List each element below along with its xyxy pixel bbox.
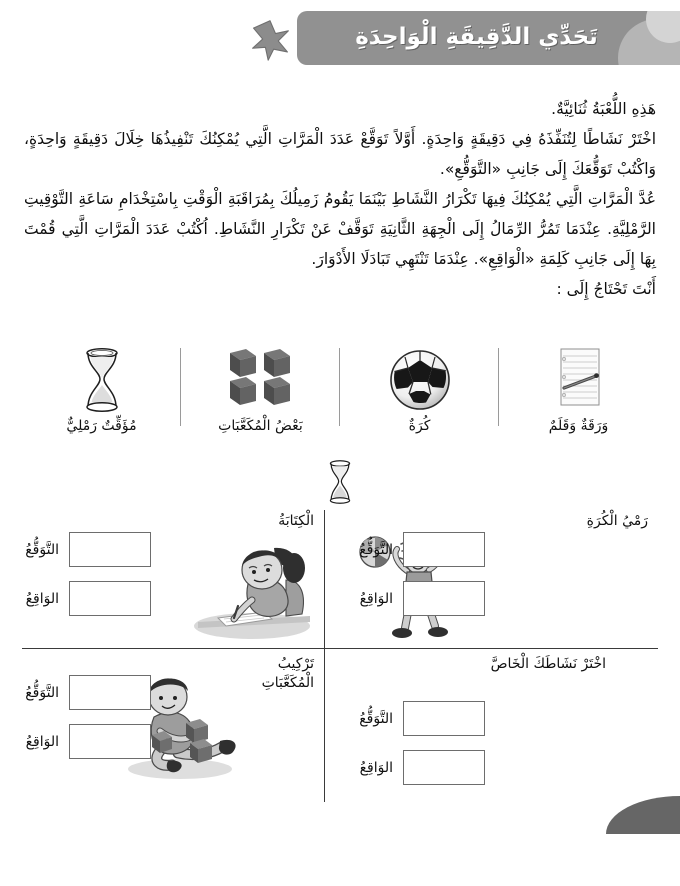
materials-row <box>22 344 658 449</box>
activity-grid <box>22 506 658 802</box>
activity-title: رَمْيُ الْكُرَةِ <box>586 513 648 529</box>
girl-writing-illustration <box>198 522 318 648</box>
activity-title: اخْتَرْ نَشَاطَكَ الْخَاصَّ <box>490 656 606 672</box>
material-item-ball <box>340 344 499 449</box>
actual-label: الوَاقِعُ <box>359 759 393 776</box>
activity-cell-own-activity <box>325 649 658 791</box>
instruction-line-4: أَنْتَ تَحْتَاجُ إِلَى : <box>556 280 656 298</box>
activity-fields <box>339 701 485 785</box>
instruction-line-2: اخْتَرْ نَشَاطًا لِتُنَفِّذَهُ فِي دَقِيقَةٍ وَاحِدَةٍ. أَوَّلاً تَوَقَّعْ عَدَدَ الْمَرَّاتِ الَّتِي يُمْكِنُكَ تَنْفِيذُهَا خِلَالَ دَقِيقَةٍ وَاحِدَةٍ، وَاكْتُبْ تَوَقُّعَكَ إِلَى جَانِبِ «التَّوَقُّعِ». <box>24 130 656 178</box>
actual-label: الوَاقِعُ <box>25 590 59 607</box>
activity-cell-writing <box>0 506 324 648</box>
field-row-prediction <box>5 532 151 567</box>
actual-input[interactable] <box>69 581 151 616</box>
page-title-banner <box>297 11 680 65</box>
actual-input[interactable] <box>403 581 485 616</box>
prediction-input[interactable] <box>403 701 485 736</box>
prediction-label: التَّوَقُّعُ <box>359 541 393 558</box>
field-row-prediction <box>339 701 485 736</box>
activity-title: تَرْكِيبُ الْمُكَعَّبَاتِ <box>261 656 314 691</box>
field-row-prediction <box>339 532 485 567</box>
field-row-actual <box>339 750 485 785</box>
material-item-cubes <box>181 344 340 449</box>
material-label: كُرَةٌ <box>408 418 431 434</box>
actual-input[interactable] <box>403 750 485 785</box>
instruction-line-3: عُدَّ الْمَرَّاتِ الَّتِي يُمْكِنُكَ فِيهَا تَكْرَارُ النَّشَاطِ بَيْنَمَا يَقُومُ زَمِيلُكَ بِمُرَاقَبَةِ الْوَقْتِ بِاسْتِخْدَامِ سَاعَةِ التَّوْقِيتِ الرَّمْلِيَّةِ. عِنْدَمَا تَمُرُّ الرِّمَالُ إِلَى الْجِهَةِ الثَّانِيَةِ تَوَقَّفْ عَنْ تَكْرَارِ النَّشَاطِ. اُكْتُبْ عَدَدَ الْمَرَّاتِ الَّتِي قُمْتَ بِهَا إِلَى جَانِبِ كَلِمَةِ «الْوَاقِعِ». عِنْدَمَا تَنْتَهِي تَبَادَلَا الأَدْوَارَ. <box>24 190 656 268</box>
actual-input[interactable] <box>69 724 151 759</box>
hourglass-icon <box>78 344 126 416</box>
star-icon <box>248 18 292 62</box>
grid-center-hourglass-icon <box>0 458 680 506</box>
field-row-prediction <box>5 675 151 710</box>
material-label: وَرَقَةٌ وَقَلَمٌ <box>548 418 609 434</box>
field-row-actual <box>5 724 151 759</box>
field-row-actual <box>5 581 151 616</box>
activity-fields <box>5 675 151 759</box>
prediction-label: التَّوَقُّعُ <box>359 710 393 727</box>
page-title: تَحَدِّي الدَّقِيقَةِ الْوَاحِدَةِ <box>355 24 598 51</box>
material-label: مُؤَقِّتٌ رَمْلِيٌّ <box>66 418 137 434</box>
prediction-input[interactable] <box>69 675 151 710</box>
prediction-input[interactable] <box>69 532 151 567</box>
instructions-block <box>24 94 656 304</box>
material-item-paper-and-pen <box>499 344 658 449</box>
activity-fields <box>5 532 151 616</box>
prediction-input[interactable] <box>403 532 485 567</box>
paper-and-pen-icon <box>553 344 605 416</box>
activity-cell-throw-ball <box>325 506 658 648</box>
activity-fields <box>339 532 485 616</box>
prediction-label: التَّوَقُّعُ <box>25 541 59 558</box>
actual-label: الوَاقِعُ <box>359 590 393 607</box>
field-row-actual <box>339 581 485 616</box>
cubes-icon <box>218 344 304 416</box>
soccer-ball-icon <box>387 344 453 416</box>
actual-label: الوَاقِعُ <box>25 733 59 750</box>
material-item-sand-timer <box>22 344 181 449</box>
activity-cell-build-cubes <box>0 649 324 791</box>
material-label: بَعْضُ الْمُكَعَّبَاتِ <box>218 418 303 434</box>
activity-title: الْكِتَابَةُ <box>278 513 314 529</box>
instruction-line-1: هَذِهِ اللُّعْبَةُ ثُنَائِيَّةٌ. <box>551 100 656 118</box>
prediction-label: التَّوَقُّعُ <box>25 684 59 701</box>
